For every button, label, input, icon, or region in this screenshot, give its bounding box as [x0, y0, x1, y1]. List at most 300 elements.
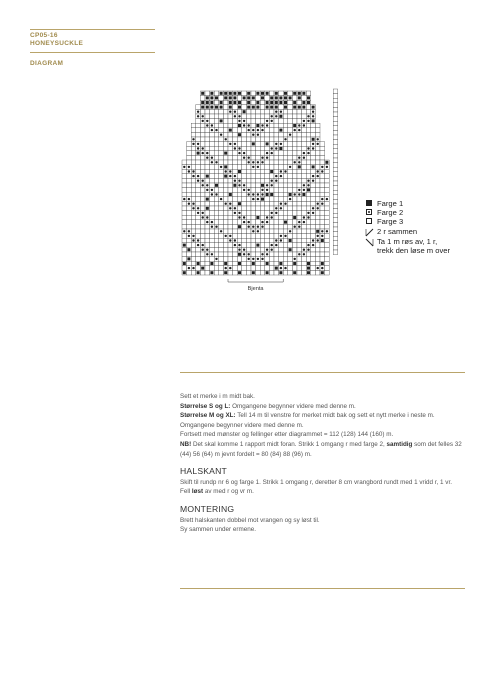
chart-cell — [274, 160, 279, 165]
chart-cell — [265, 137, 270, 142]
chart-cell — [214, 114, 219, 119]
chart-mark-dot — [257, 193, 259, 195]
chart-cell — [187, 220, 192, 225]
chart-cell — [306, 169, 311, 174]
chart-cell — [292, 109, 297, 114]
chart-cell — [246, 229, 251, 234]
chart-mark-dot — [229, 207, 231, 209]
chart-cell — [279, 178, 284, 183]
chart-cell — [219, 151, 224, 156]
chart-cell — [288, 234, 293, 239]
chart-cell — [182, 178, 187, 183]
chart-mark-dot — [225, 138, 227, 140]
legend-label: Ta 1 m røs av, 1 r, — [377, 236, 438, 246]
chart-cell — [242, 160, 247, 165]
chart-cell — [292, 137, 297, 142]
chart-cell — [196, 155, 201, 160]
chart-cell — [311, 188, 316, 193]
chart-mark-filled — [197, 152, 200, 155]
chart-cell — [260, 247, 265, 252]
chart-cell — [251, 243, 256, 248]
chart-cell — [210, 266, 215, 271]
chart-cell — [228, 243, 233, 248]
chart-cell — [302, 238, 307, 243]
chart-mark-filled — [302, 193, 305, 196]
chart-cell — [315, 261, 320, 266]
chart-mark-dot — [188, 267, 190, 269]
chart-cell — [292, 201, 297, 206]
chart-cell — [274, 165, 279, 170]
chart-cell — [251, 206, 256, 211]
chart-cell — [297, 215, 302, 220]
chart-cell — [260, 165, 265, 170]
chart-cell — [325, 206, 330, 211]
chart-mark-filled — [307, 101, 310, 104]
chart-cell — [256, 188, 261, 193]
chart-mark-dot — [271, 147, 273, 149]
size-s-l-label: Størrelse S og L: — [180, 402, 231, 410]
legend-label-cont: trekk den løse m over — [377, 245, 451, 255]
chart-mark-dot — [243, 152, 245, 154]
chart-mark-dot — [229, 170, 231, 172]
chart-cell — [205, 243, 210, 248]
chart-cell — [297, 234, 302, 239]
chart-mark-filled — [247, 92, 250, 95]
chart-mark-dot — [307, 184, 309, 186]
chart-cell — [196, 197, 201, 202]
repeat-strip-cell — [333, 181, 338, 186]
chart-cell — [306, 123, 311, 128]
chart-cell — [196, 128, 201, 133]
chart-cell — [292, 247, 297, 252]
chart-mark-dot — [248, 193, 250, 195]
chart-cell — [311, 151, 316, 156]
chart-cell — [214, 151, 219, 156]
chart-mark-filled — [298, 92, 301, 95]
chart-mark-filled — [321, 271, 324, 274]
chart-cell — [288, 160, 293, 165]
chart-cell — [279, 224, 284, 229]
chart-cell — [210, 151, 215, 156]
chart-cell — [228, 252, 233, 257]
chart-cell — [187, 270, 192, 275]
chart-cell — [265, 128, 270, 133]
chart-cell — [196, 229, 201, 234]
chart-cell — [265, 114, 270, 119]
halskant-bold: løst — [191, 488, 204, 496]
chart-cell — [228, 220, 233, 225]
chart-cell — [306, 137, 311, 142]
chart-cell — [242, 238, 247, 243]
chart-cell — [325, 188, 330, 193]
chart-mark-filled — [302, 106, 305, 109]
chart-cell — [214, 174, 219, 179]
chart-cell — [288, 100, 293, 105]
chart-mark-dot — [202, 115, 204, 117]
chart-cell — [306, 105, 311, 110]
chart-mark-dot — [252, 258, 254, 260]
chart-cell — [210, 119, 215, 124]
chart-mark-dot — [271, 216, 273, 218]
chart-cell — [283, 238, 288, 243]
chart-mark-dot — [229, 235, 231, 237]
chart-mark-dot — [206, 157, 208, 159]
chart-mark-dot — [312, 244, 314, 246]
chart-cell — [283, 243, 288, 248]
chart-mark-dot — [238, 212, 240, 214]
chart-cell — [214, 100, 219, 105]
chart-cell — [315, 123, 320, 128]
chart-cell — [200, 96, 205, 101]
chart-cell — [237, 96, 242, 101]
chart-cell — [251, 155, 256, 160]
chart-mark-filled — [206, 207, 209, 210]
chart-mark-filled — [238, 101, 241, 104]
decrease-right-icon — [365, 228, 374, 237]
chart-mark-dot — [275, 239, 277, 241]
chart-cell — [251, 266, 256, 271]
chart-cell — [279, 257, 284, 262]
chart-cell — [288, 109, 293, 114]
chart-mark-filled — [293, 216, 296, 219]
chart-mark-dot — [298, 226, 300, 228]
chart-cell — [288, 128, 293, 133]
chart-mark-dot — [188, 235, 190, 237]
chart-cell — [256, 234, 261, 239]
chart-cell — [200, 188, 205, 193]
chart-cell — [274, 119, 279, 124]
chart-cell — [306, 234, 311, 239]
chart-cell — [288, 252, 293, 257]
chart-cell — [223, 238, 228, 243]
chart-mark-dot — [294, 226, 296, 228]
chart-mark-dot — [321, 230, 323, 232]
chart-cell — [288, 243, 293, 248]
chart-cell — [251, 188, 256, 193]
chart-cell — [283, 174, 288, 179]
chart-mark-dot — [261, 129, 263, 131]
chart-cell — [200, 109, 205, 114]
chart-cell — [320, 220, 325, 225]
chart-mark-dot — [248, 124, 250, 126]
chart-cell — [191, 178, 196, 183]
chart-mark-dot — [225, 235, 227, 237]
chart-mark-filled — [215, 184, 218, 187]
chart-cell — [306, 206, 311, 211]
chart-cell — [269, 155, 274, 160]
chart-cell — [210, 206, 215, 211]
chart-mark-dot — [248, 258, 250, 260]
chart-mark-filled — [229, 96, 232, 99]
repeat-strip-cell — [333, 190, 338, 195]
chart-cell — [288, 261, 293, 266]
chart-cell — [274, 123, 279, 128]
chart-cell — [269, 220, 274, 225]
chart-cell — [302, 229, 307, 234]
chart-cell — [228, 132, 233, 137]
chart-cell — [187, 206, 192, 211]
chart-cell — [219, 201, 224, 206]
chart-cell — [191, 155, 196, 160]
chart-cell — [242, 114, 247, 119]
chart-cell — [306, 155, 311, 160]
chart-cell — [288, 215, 293, 220]
chart-mark-filled — [220, 101, 223, 104]
chart-mark-dot — [275, 244, 277, 246]
chart-cell — [228, 211, 233, 216]
chart-cell — [265, 109, 270, 114]
chart-cell — [210, 215, 215, 220]
repeat-strip-cell — [333, 130, 338, 135]
chart-cell — [288, 257, 293, 262]
chart-cell — [256, 142, 261, 147]
chart-cell — [205, 266, 210, 271]
chart-cell — [246, 142, 251, 147]
chart-mark-dot — [307, 152, 309, 154]
chart-mark-dot — [202, 180, 204, 182]
chart-cell — [283, 142, 288, 147]
chart-cell — [187, 215, 192, 220]
chart-cell — [311, 128, 316, 133]
chart-cell — [256, 220, 261, 225]
chart-cell — [187, 243, 192, 248]
chart-cell — [265, 206, 270, 211]
chart-cell — [214, 91, 219, 96]
chart-cell — [315, 165, 320, 170]
chart-mark-dot — [271, 244, 273, 246]
chart-mark-filled — [224, 152, 227, 155]
chart-cell — [219, 257, 224, 262]
chart-cell — [306, 257, 311, 262]
chart-cell — [210, 243, 215, 248]
chart-cell — [223, 100, 228, 105]
chart-mark-dot — [215, 226, 217, 228]
repeat-strip-cell — [333, 135, 338, 140]
chart-mark-filled — [210, 262, 213, 265]
chart-cell — [297, 243, 302, 248]
chart-cell — [246, 174, 251, 179]
chart-mark-dot — [206, 253, 208, 255]
chart-cell — [233, 201, 238, 206]
chart-cell — [292, 188, 297, 193]
chart-cell — [219, 206, 224, 211]
chart-cell — [292, 252, 297, 257]
chart-cell — [256, 146, 261, 151]
chart-mark-dot — [243, 157, 245, 159]
chart-cell — [315, 192, 320, 197]
chart-cell — [237, 128, 242, 133]
chart-cell — [214, 270, 219, 275]
chart-mark-dot — [280, 207, 282, 209]
chart-mark-dot — [257, 166, 259, 168]
chart-cell — [306, 160, 311, 165]
chart-cell — [274, 183, 279, 188]
chart-mark-filled — [266, 271, 269, 274]
chart-cell — [251, 119, 256, 124]
chart-mark-dot — [275, 212, 277, 214]
chart-cell — [283, 160, 288, 165]
chart-cell — [292, 183, 297, 188]
chart-cell — [228, 247, 233, 252]
chart-mark-filled — [210, 101, 213, 104]
chart-mark-filled — [210, 106, 213, 109]
chart-cell — [219, 146, 224, 151]
chart-cell — [297, 229, 302, 234]
chart-cell — [196, 234, 201, 239]
size-m-xl-text: Tell 14 m til venstre for merket midt bak og sett et nytt merke i neste m. Omgangene begynner videre med denne m. — [180, 412, 435, 429]
chart-mark-dot — [271, 120, 273, 122]
chart-cell — [205, 146, 210, 151]
chart-mark-dot — [229, 143, 231, 145]
chart-mark-dot — [303, 184, 305, 186]
chart-cell — [191, 257, 196, 262]
chart-mark-dot — [280, 203, 282, 205]
chart-cell — [311, 261, 316, 266]
chart-cell — [292, 146, 297, 151]
chart-cell — [191, 247, 196, 252]
chart-mark-filled — [289, 239, 292, 242]
chart-cell — [233, 169, 238, 174]
instructions — [180, 392, 465, 535]
chart-cell — [260, 206, 265, 211]
chart-mark-dot — [215, 161, 217, 163]
chart-cell — [200, 261, 205, 266]
chart-cell — [260, 137, 265, 142]
chart-cell — [219, 169, 224, 174]
chart-mark-dot — [238, 120, 240, 122]
chart-cell — [187, 178, 192, 183]
chart-cell — [246, 109, 251, 114]
repeat-strip-cell — [333, 241, 338, 246]
halskant-bindoff-start: Fell — [180, 488, 192, 496]
chart-cell — [315, 257, 320, 262]
chart-mark-filled — [298, 96, 301, 99]
chart-cell — [182, 215, 187, 220]
chart-cell — [288, 114, 293, 119]
chart-cell — [191, 123, 196, 128]
chart-cell — [196, 105, 201, 110]
chart-cell — [297, 174, 302, 179]
chart-cell — [210, 229, 215, 234]
chart-cell — [292, 132, 297, 137]
repeat-strip-cell — [333, 250, 338, 255]
chart-mark-dot — [294, 193, 296, 195]
chart-cell — [187, 160, 192, 165]
chart-mark-filled — [206, 106, 209, 109]
chart-cell — [288, 220, 293, 225]
chart-cell — [269, 229, 274, 234]
chart-cell — [242, 105, 247, 110]
chart-cell — [251, 183, 256, 188]
chart-mark-dot — [206, 216, 208, 218]
chart-cell — [246, 243, 251, 248]
chart-cell — [223, 155, 228, 160]
chart-cell — [256, 266, 261, 271]
chart-cell — [214, 247, 219, 252]
chart-cell — [288, 270, 293, 275]
chart-mark-filled — [275, 101, 278, 104]
chart-cell — [302, 270, 307, 275]
chart-cell — [302, 146, 307, 151]
halskant-bindoff — [180, 487, 465, 497]
chart-mark-filled — [307, 188, 310, 191]
chart-mark-dot — [234, 239, 236, 241]
chart-cell — [325, 220, 330, 225]
chart-cell — [311, 132, 316, 137]
chart-mark-dot — [298, 193, 300, 195]
chart-mark-dot — [303, 216, 305, 218]
chart-mark-filled — [187, 257, 190, 260]
chart-cell — [302, 160, 307, 165]
chart-mark-filled — [201, 101, 204, 104]
chart-cell — [200, 201, 205, 206]
chart-mark-dot — [234, 180, 236, 182]
chart-mark-dot — [206, 152, 208, 154]
chart-cell — [200, 174, 205, 179]
chart-cell — [279, 160, 284, 165]
chart-cell — [187, 211, 192, 216]
chart-cell — [233, 229, 238, 234]
chart-cell — [256, 270, 261, 275]
chart-mark-dot — [275, 111, 277, 113]
chart-cell — [283, 188, 288, 193]
chart-cell — [214, 220, 219, 225]
chart-cell — [246, 215, 251, 220]
intro-text: Sett et merke i m midt bak. — [180, 393, 255, 400]
header-top-rule — [30, 29, 155, 30]
chart-mark-dot — [303, 221, 305, 223]
chart-cell — [205, 238, 210, 243]
chart-cell — [292, 206, 297, 211]
chart-cell — [269, 109, 274, 114]
chart-mark-dot — [275, 180, 277, 182]
chart-mark-dot — [206, 120, 208, 122]
chart-cell — [297, 114, 302, 119]
chart-cell — [283, 206, 288, 211]
chart-cell — [210, 174, 215, 179]
chart-mark-filled — [243, 110, 246, 113]
chart-mark-dot — [215, 258, 217, 260]
chart-mark-filled — [279, 262, 282, 265]
chart-cell — [237, 238, 242, 243]
chart-mark-dot — [248, 221, 250, 223]
chart-mark-dot — [275, 147, 277, 149]
chart-cell — [297, 178, 302, 183]
chart-cell — [292, 114, 297, 119]
chart-mark-dot — [261, 253, 263, 255]
legend-label: Farge 2 — [377, 208, 404, 218]
chart-cell — [219, 266, 224, 271]
chart-mark-filled — [266, 92, 269, 95]
chart-cell — [233, 151, 238, 156]
chart-cell — [214, 252, 219, 257]
chart-cell — [219, 155, 224, 160]
chart-cell — [228, 229, 233, 234]
chart-cell — [191, 160, 196, 165]
chart-mark-dot — [234, 143, 236, 145]
chart-mark-filled — [256, 216, 259, 219]
chart-mark-dot — [197, 180, 199, 182]
chart-cell — [210, 234, 215, 239]
chart-cell — [223, 119, 228, 124]
chart-cell — [246, 146, 251, 151]
chart-cell — [223, 188, 228, 193]
chart-cell — [246, 178, 251, 183]
chart-mark-filled — [266, 142, 269, 145]
chart-cell — [311, 257, 316, 262]
chart-cell — [302, 142, 307, 147]
chart-cell — [297, 137, 302, 142]
